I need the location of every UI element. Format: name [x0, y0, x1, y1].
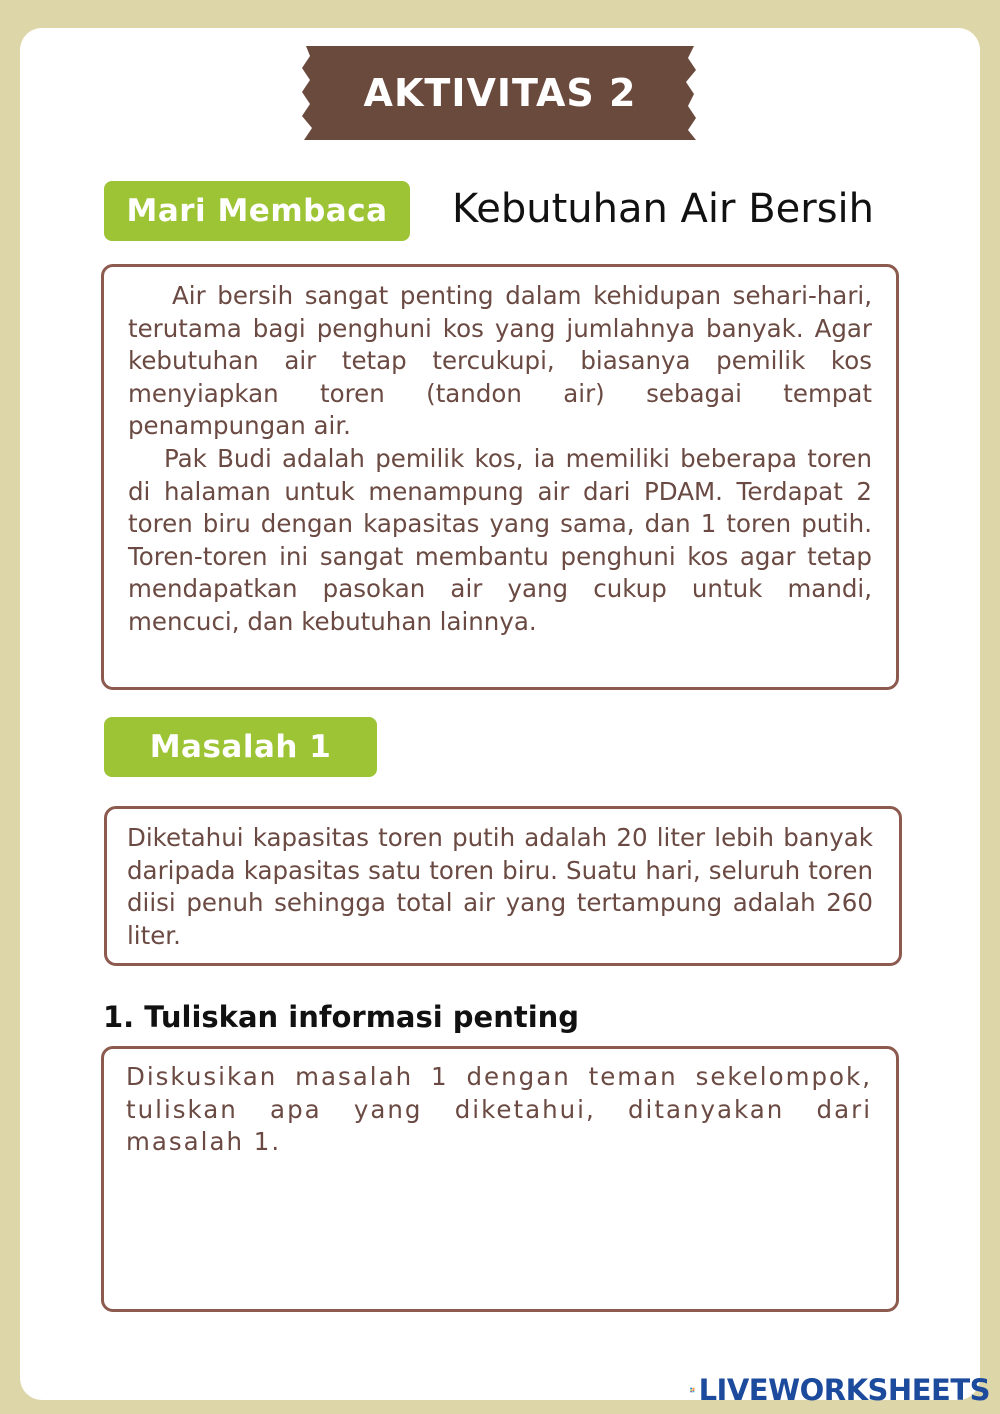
problem-box [104, 806, 902, 966]
title-banner [300, 44, 700, 142]
problem-tag: Masalah 1 [104, 717, 377, 777]
liveworksheets-logo-icon [690, 1377, 695, 1403]
reading-box [101, 264, 899, 690]
reading-paragraph-2: Pak Budi adalah pemilik kos, ia memiliki beberapa toren di halaman untuk menampung air dari PDAM. Terdapat 2 toren biru dengan kapasitas yang sama, dan 1 toren putih. Toren-toren ini sangat membantu penghuni kos agar tetap mendapatkan pasokan air yang cukup untuk mandi, mencuci, dan kebutuhan lainnya. [128, 443, 872, 636]
activity-title: AKTIVITAS 2 [363, 71, 637, 115]
problem-text: Diketahui kapasitas toren putih adalah 20 liter lebih banyak daripada kapasitas satu toren biru. Suatu hari, seluruh toren diisi penuh sehingga total air yang tertampung adalah 260 liter. [127, 823, 873, 950]
question-label: 1. Tuliskan informasi penting [103, 1000, 580, 1034]
reading-tag: Mari Membaca [104, 181, 410, 241]
brand-name: LIVEWORKSHEETS [698, 1373, 990, 1407]
footer-brand[interactable] [690, 1372, 990, 1408]
answer-instruction: Diskusikan masalah 1 dengan teman sekelompok, tuliskan apa yang diketahui, ditanyakan dari masalah 1. [126, 1062, 872, 1157]
answer-box[interactable] [101, 1046, 899, 1312]
reading-title: Kebutuhan Air Bersih [452, 186, 874, 232]
reading-paragraph-1: Air bersih sangat penting dalam kehidupan sehari-hari, terutama bagi penghuni kos yang jumlahnya banyak. Agar kebutuhan air tetap tercukupi, biasanya pemilik kos menyiapkan toren (tandon air) sebagai tempat penampungan air. [128, 281, 872, 441]
